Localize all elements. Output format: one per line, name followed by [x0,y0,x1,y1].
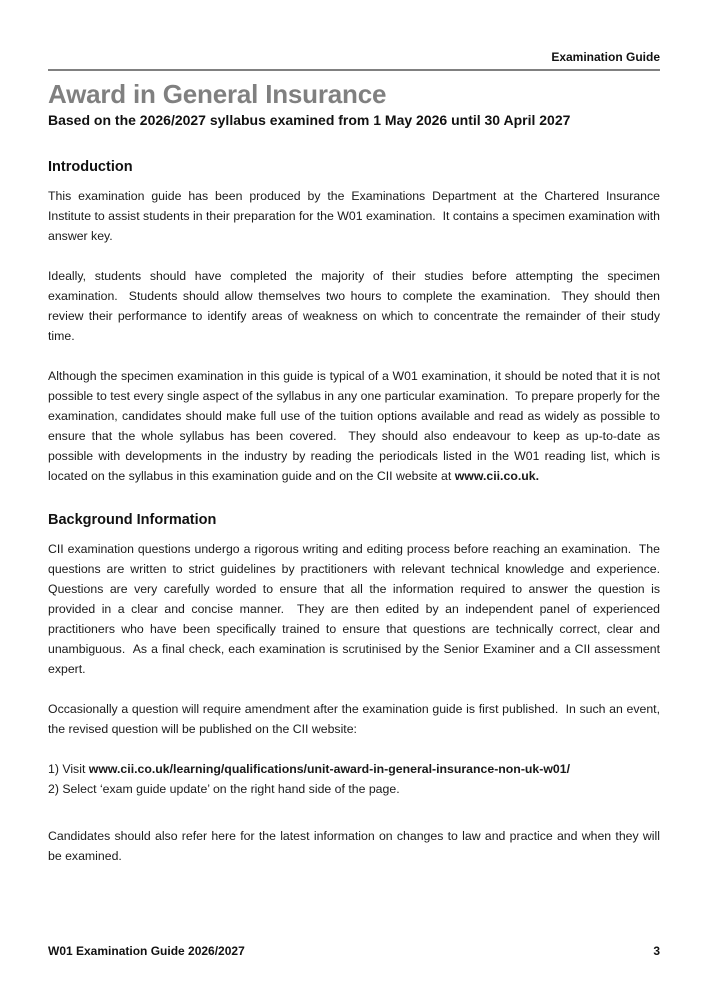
text-line [48,759,660,779]
footer-title: W01 Examination Guide 2026/2027 [48,944,245,958]
paragraph [48,186,664,246]
exam-guide-update-url: www.cii.co.uk/learning/qualifications/unit-award-in-general-insurance-non-uk-w01/ [88,762,571,776]
text-line [48,826,664,866]
document-section [48,159,664,486]
text-segment: Ideally, students should have completed the majority of their studies before attempting the specimen examination. Students should allow themselves two hours to complete the examination. They should then review their performance to identify areas of weakness on which to concentrate the remainder of their study time. [48,269,664,343]
text-segment: Occasionally a question will require amendment after the examination guide is first published. In such an event, the revised question will be published on the CII website: [48,702,664,736]
text-line [48,186,664,246]
paragraph [48,366,664,486]
text-segment: 2) Select ‘exam guide update’ on the right hand side of the page. [48,782,400,796]
page-number: 3 [653,944,660,958]
text-segment: CII examination questions undergo a rigorous writing and editing process before reaching an examination. The questions are written to strict guidelines by practitioners with relevant technical knowledge and experience. Questions are very carefully worded to ensure that all the information required to answer the question is provided in a clear and concise manner. They are then edited by an independent panel of experienced practitioners who have been specifically trained to ensure that questions are technically correct, clear and unambiguous. As a final check, each examination is scrutinised by the Senior Examiner and a CII assessment expert. [48,542,667,676]
text-segment: This examination guide has been produced by the Examinations Department at the Chartered Insurance Institute to assist students in their preparation for the W01 examination. It contains a specimen examination with answer key. [48,189,664,243]
text-line [48,699,664,739]
header-rule [48,69,660,71]
page-title: Award in General Insurance [48,79,387,109]
running-header: Examination Guide [551,50,660,64]
page-subtitle: Based on the 2026/2027 syllabus examined from 1 May 2026 until 30 April 2027 [48,112,571,128]
text-line [48,539,667,679]
text-line [48,779,660,799]
paragraph [48,699,664,739]
cii-website-url: www.cii.co.uk. [454,469,540,483]
document-section [48,512,667,866]
section-heading: Background Information [48,512,217,528]
paragraph [48,266,664,346]
text-line [48,366,664,486]
text-segment: Candidates should also refer here for the latest information on changes to law and practice and when they will be examined. [48,829,664,863]
document-body [48,159,667,866]
paragraph [48,759,660,799]
paragraph [48,539,667,679]
text-line [48,266,664,346]
text-segment: 1) Visit [48,762,89,776]
section-heading: Introduction [48,159,133,175]
footer [48,944,660,959]
text-segment: Although the specimen examination in this guide is typical of a W01 examination, it should be noted that it is not possible to test every single aspect of the syllabus in any one particular examination. To prepare properly for the examination, candidates should make full use of the tuition options available and read as widely as possible to ensure that the whole syllabus has been covered. They should also endeavour to keep as up-to-date as possible with developments in the industry by reading the periodicals listed in the W01 reading list, which is located on the syllabus in this examination guide and on the CII website at [48,369,664,483]
paragraph [48,826,664,866]
